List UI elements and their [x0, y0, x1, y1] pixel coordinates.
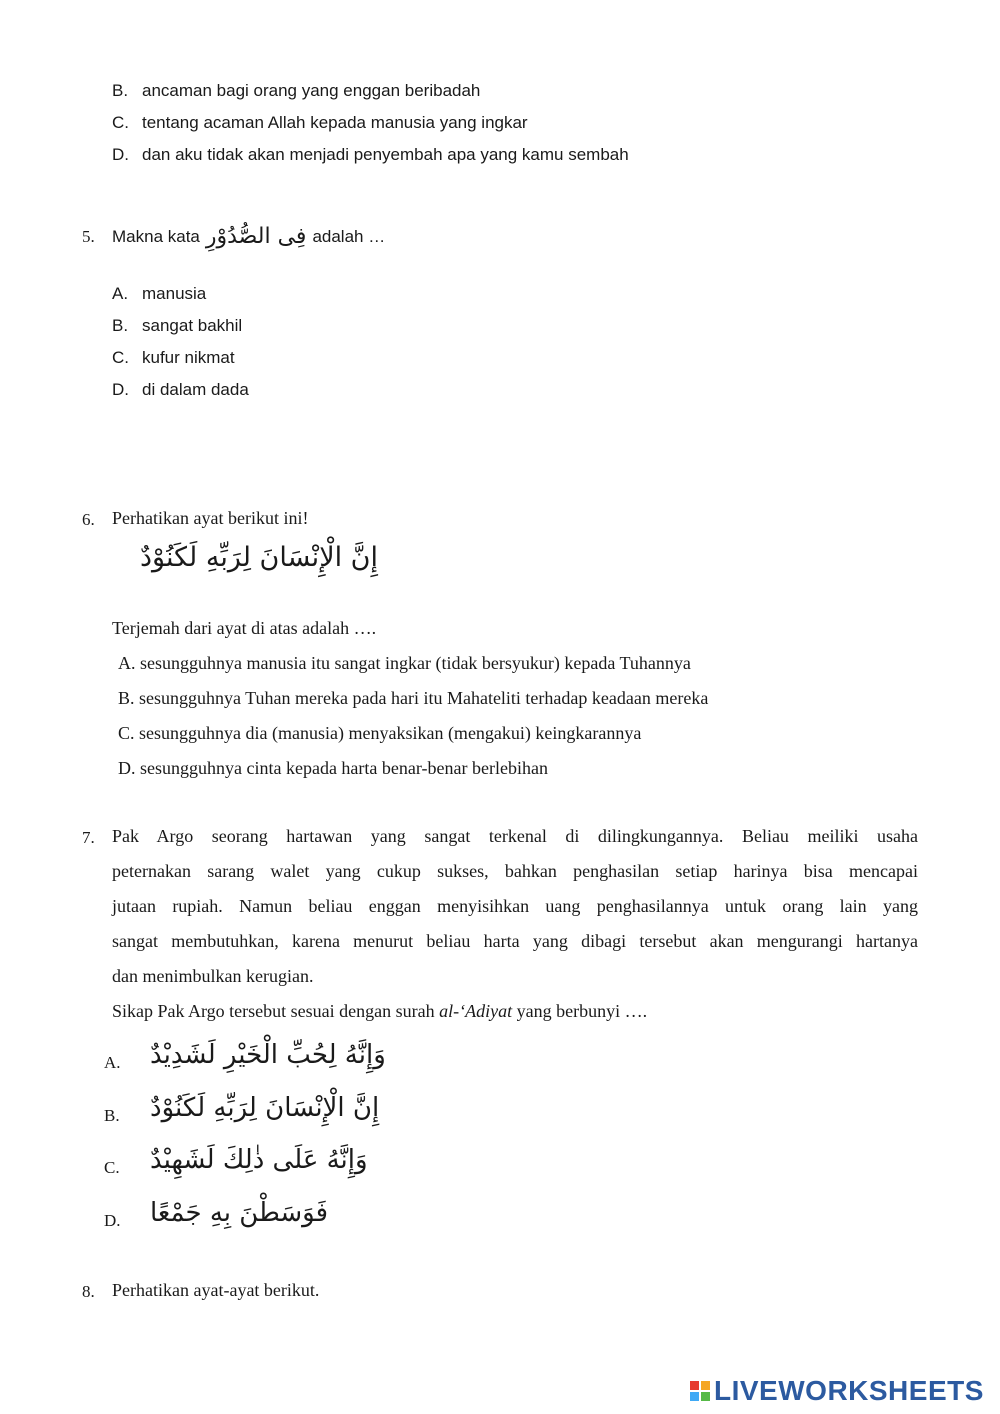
- q4-option-d: D. dan aku tidak akan menjadi penyembah apa yang kamu sembah: [112, 145, 629, 164]
- q7-option-d-arabic: فَوَسَطْنَ بِهِ جَمْعًا: [150, 1198, 329, 1228]
- liveworksheets-logo-icon: [690, 1381, 710, 1401]
- q7-option-a-letter: A.: [104, 1053, 121, 1072]
- logo-square-red: [690, 1381, 699, 1390]
- q7-option-b-arabic: إِنَّ الْإِنْسَانَ لِرَبِّهِ لَكَنُوْدٌ: [150, 1093, 380, 1123]
- q8-number: 8.: [82, 1282, 95, 1301]
- q6-option-d: D. sesungguhnya cinta kepada harta benar-benar berlebihan: [118, 758, 548, 778]
- q6-option-a: A. sesungguhnya manusia itu sangat ingkar (tidak bersyukur) kepada Tuhannya: [118, 653, 691, 673]
- logo-square-orange: [701, 1381, 710, 1390]
- q5-option-a: A. manusia: [112, 284, 207, 303]
- q8-prompt: Perhatikan ayat-ayat berikut.: [112, 1280, 320, 1300]
- q7-question: Sikap Pak Argo tersebut sesuai dengan surah al-‘Adiyat yang berbunyi ….: [112, 1001, 648, 1021]
- q5-option-b: B. sangat bakhil: [112, 316, 243, 335]
- q6-question: Terjemah dari ayat di atas adalah ….: [112, 618, 377, 638]
- q6-prompt: Perhatikan ayat berikut ini!: [112, 508, 309, 528]
- q5-arabic-term: فِى الصُّدُوْرِ: [205, 224, 307, 249]
- q7-option-a-arabic: وَإِنَّهُ لِحُبِّ الْخَيْرِ لَشَدِيْدٌ: [150, 1040, 386, 1070]
- q5-option-d: D. di dalam dada: [112, 380, 249, 399]
- q7-paragraph-line-5: dan menimbulkan kerugian.: [112, 966, 314, 986]
- liveworksheets-logo: [690, 1374, 984, 1408]
- q7-option-c-letter: C.: [104, 1158, 120, 1177]
- q7-option-d-letter: D.: [104, 1211, 121, 1230]
- q4-option-b: B. ancaman bagi orang yang enggan beribadah: [112, 81, 481, 100]
- q7-paragraph-line-4: sangat membutuhkan, karena menurut beliau harta yang dibagi tersebut akan mengurangi hartanya: [112, 931, 918, 951]
- q7-surah-name: al-‘Adiyat: [439, 1001, 513, 1021]
- q6-number: 6.: [82, 510, 95, 529]
- logo-square-green: [701, 1392, 710, 1401]
- q5-option-c: C. kufur nikmat: [112, 348, 235, 367]
- liveworksheets-brand: LIVEWORKSHEETS: [714, 1375, 984, 1406]
- q7-number: 7.: [82, 828, 95, 847]
- q7-paragraph-line-3: jutaan rupiah. Namun beliau enggan menyisihkan uang penghasilannya untuk orang lain yang: [112, 896, 918, 916]
- q4-option-c: C. tentang acaman Allah kepada manusia yang ingkar: [112, 113, 528, 132]
- q5-number: 5.: [82, 227, 95, 246]
- logo-square-blue: [690, 1392, 699, 1401]
- q7-paragraph-line-1: Pak Argo seorang hartawan yang sangat terkenal di dilingkungannya. Beliau meiliki usaha: [112, 826, 918, 846]
- q7-paragraph-line-2: peternakan sarang walet yang cukup sukses, bahkan penghasilan setiap harinya bisa mencapai: [112, 861, 918, 881]
- q6-arabic-verse: إِنَّ الْإِنْسَانَ لِرَبِّهِ لَكَنُوْدٌ: [140, 542, 379, 573]
- q6-option-c: C. sesungguhnya dia (manusia) menyaksikan (mengakui) keingkarannya: [118, 723, 642, 743]
- q7-option-c-arabic: وَإِنَّهُ عَلَى ذٰلِكَ لَشَهِيْدٌ: [150, 1145, 368, 1175]
- q6-option-b: B. sesungguhnya Tuhan mereka pada hari itu Mahateliti terhadap keadaan mereka: [118, 688, 709, 708]
- q7-option-b-letter: B.: [104, 1106, 120, 1125]
- q5-question: Makna kata فِى الصُّدُوْرِ adalah …: [112, 224, 386, 249]
